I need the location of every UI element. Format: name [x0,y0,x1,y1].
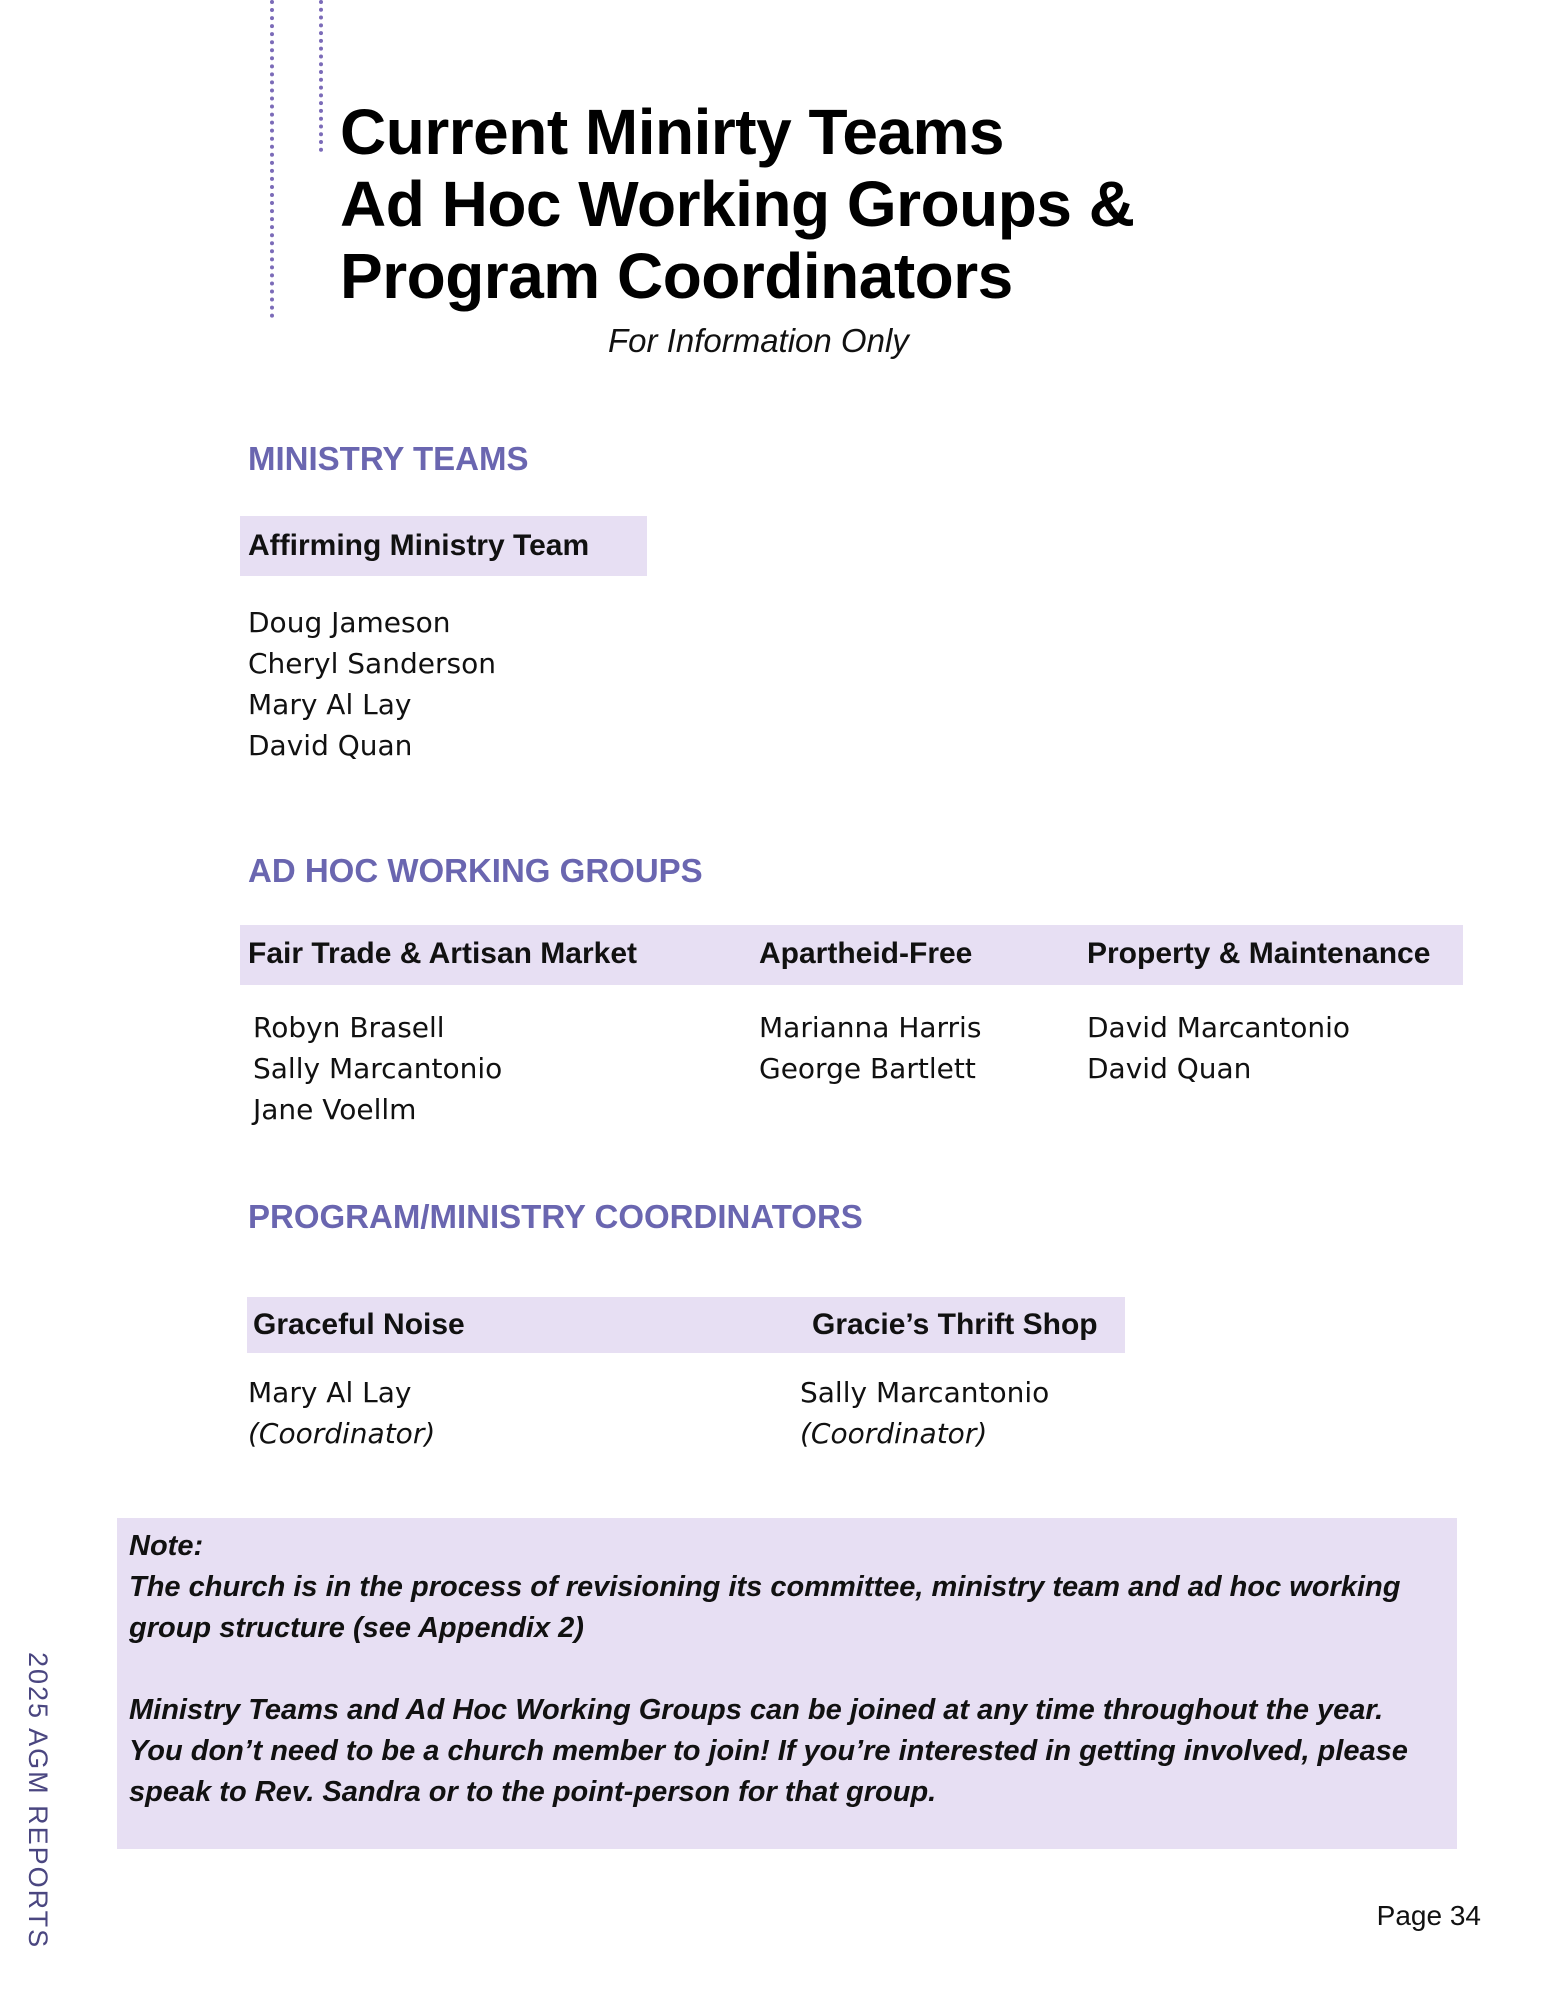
member-name: Mary Al Lay [248,688,412,721]
member-name: Robyn Brasell [253,1011,445,1044]
note-paragraph: The church is in the process of revisioning its committee, ministry team and ad hoc working group structure (see Appendix 2) [129,1571,1401,1644]
side-label-text: 2025 AGM REPORTS [23,1652,53,1950]
member-list [759,1007,981,1089]
member-name: Cheryl Sanderson [248,647,496,680]
note-box [117,1518,1457,1849]
section-heading-ad-hoc: AD HOC WORKING GROUPS [248,852,703,889]
page-title [340,96,1134,312]
team-label-bar [240,516,647,576]
member-name: David Quan [1087,1052,1252,1085]
groups-label-bar [240,925,1463,985]
title-line: Program Coordinators [340,240,1013,312]
team-name: Affirming Ministry Team [248,529,590,562]
member-name: Jane Voellm [253,1093,417,1126]
decorative-dotted-line-right [319,0,323,152]
coordinator-name: Mary Al Lay [248,1376,412,1409]
note-text [129,1526,1444,1813]
page-number: Page 34 [1376,1900,1481,1931]
coordinator-name: Sally Marcantonio [800,1376,1050,1409]
member-name: Marianna Harris [759,1011,982,1044]
member-name: Sally Marcantonio [253,1052,503,1085]
group-name: Apartheid-Free [759,937,973,970]
page-subtitle: For Information Only [608,322,909,359]
program-name: Graceful Noise [253,1308,465,1341]
member-list [253,1007,502,1130]
program-name: Gracie’s Thrift Shop [812,1308,1098,1341]
group-name: Fair Trade & Artisan Market [248,937,638,970]
member-name: Doug Jameson [248,606,451,639]
member-list [248,602,496,766]
member-name: David Quan [248,729,413,762]
member-list [1087,1007,1350,1089]
group-name: Property & Maintenance [1087,937,1431,970]
member-name: George Bartlett [759,1052,976,1085]
programs-label-bar [247,1297,1125,1353]
coordinator-role: (Coordinator) [800,1417,988,1450]
coordinator-role: (Coordinator) [248,1417,436,1450]
coordinator-entry [800,1372,1049,1454]
title-line: Ad Hoc Working Groups & [340,168,1135,240]
section-heading-ministry-teams: MINISTRY TEAMS [248,440,529,477]
note-paragraph: Ministry Teams and Ad Hoc Working Groups can be joined at any time throughout the year. You don’t need to be a church member to join! If you’re interested in getting involved, please speak to Rev. Sandra or to the point-person for that group. [129,1694,1408,1808]
section-heading-coordinators: PROGRAM/MINISTRY COORDINATORS [248,1198,863,1235]
decorative-dotted-line-left [270,0,274,318]
side-label [22,1652,62,1950]
coordinator-entry [248,1372,435,1454]
note-label: Note: [129,1530,204,1562]
member-name: David Marcantonio [1087,1011,1351,1044]
title-line: Current Minirty Teams [340,96,1004,168]
